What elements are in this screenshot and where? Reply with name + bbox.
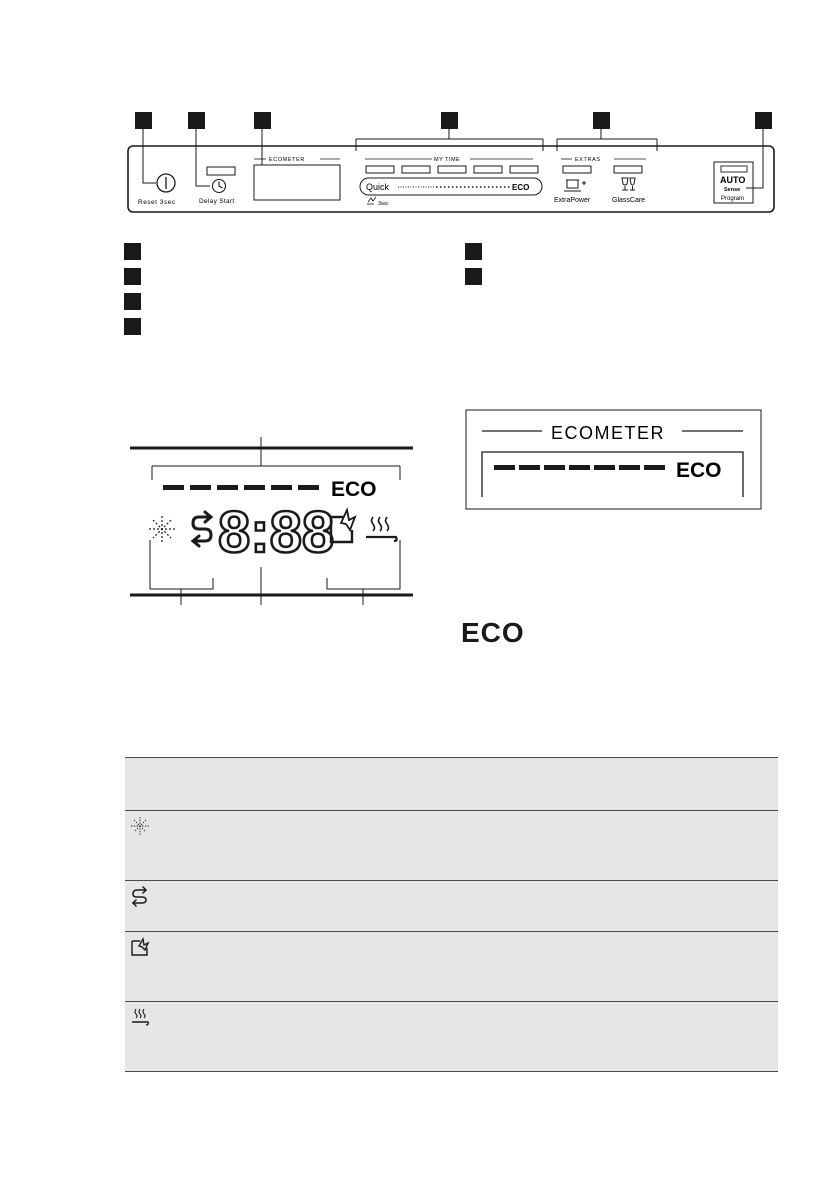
- my-time-led-4: [474, 166, 502, 173]
- table-header-row: [125, 757, 778, 811]
- legend-square-3: [124, 293, 141, 310]
- legend-square-6: [465, 268, 482, 285]
- drying-icon: [366, 517, 397, 541]
- auto-label: AUTO: [720, 175, 746, 185]
- callout-box-3: [254, 112, 271, 129]
- rinse-aid-icon: [129, 885, 151, 907]
- indicator-table: [125, 757, 778, 1072]
- my-time-led-2: [402, 166, 430, 173]
- table-row-drying: [125, 1002, 778, 1072]
- machine-care-icon: [129, 936, 151, 958]
- program-label: Program: [721, 196, 745, 202]
- legend-square-5: [465, 243, 482, 260]
- extrapower-label: ExtraPower: [554, 197, 591, 204]
- my-time-led-1: [366, 166, 394, 173]
- table-row-machine-care: [125, 932, 778, 1002]
- salt-indicator-icon: [149, 516, 175, 542]
- ecometer-detail-bar: [494, 465, 665, 470]
- callout-box-2: [188, 112, 205, 129]
- ecometer-detail: [460, 405, 770, 515]
- sense-label: Sense: [724, 187, 741, 193]
- eco-symbol: ECO: [461, 617, 525, 648]
- ecometer-detail-title: ECOMETER: [551, 423, 666, 443]
- glasscare-label: GlassCare: [612, 197, 646, 204]
- ecometer-detail-eco: ECO: [676, 459, 722, 482]
- machine-care-icon: [331, 510, 355, 542]
- delay-start-label: Delay Start: [199, 198, 235, 205]
- legend-square-1: [124, 243, 141, 260]
- slider-eco-label: ECO: [512, 183, 530, 192]
- table-row-rinse-aid: [125, 881, 778, 932]
- callout-box-6: [755, 112, 772, 129]
- control-panel-diagram: [0, 0, 839, 240]
- display-diagram: [0, 420, 440, 620]
- ecometer-panel-label: ECOMETER: [269, 157, 305, 163]
- callout-box-4: [441, 112, 458, 129]
- glasscare-led: [614, 166, 642, 173]
- extrapower-led: [563, 166, 591, 173]
- ecometer-panel-display: [254, 165, 340, 200]
- on-off-button[interactable]: [157, 174, 175, 192]
- my-time-label: MY TIME: [434, 157, 461, 163]
- salt-indicator-icon: [129, 815, 151, 837]
- display-digits: 8:88: [218, 500, 335, 565]
- three-sec-label: 3sec: [378, 201, 389, 207]
- delay-start-button[interactable]: [213, 180, 226, 193]
- callout-box-1: [135, 112, 152, 129]
- legend-square-4: [124, 318, 141, 335]
- rinse-aid-icon: [193, 512, 211, 546]
- callout-box-5: [593, 112, 610, 129]
- delay-start-indicator: [207, 167, 235, 175]
- legend-square-2: [124, 268, 141, 285]
- reset-label: Reset 3sec: [138, 199, 176, 206]
- quick-label: Quick: [366, 182, 390, 192]
- drying-icon: [129, 1006, 151, 1028]
- my-time-led-3: [438, 166, 466, 173]
- extras-label: EXTRAS: [575, 157, 601, 163]
- hand-press-icon: [367, 197, 376, 204]
- legend-squares: [0, 240, 839, 340]
- display-eco-label: ECO: [331, 478, 377, 501]
- table-row-salt: [125, 811, 778, 881]
- display-ecometer-bar: [163, 485, 319, 490]
- my-time-led-5: [510, 166, 538, 173]
- glasscare-icon[interactable]: [622, 178, 635, 190]
- extrapower-icon[interactable]: [564, 180, 586, 191]
